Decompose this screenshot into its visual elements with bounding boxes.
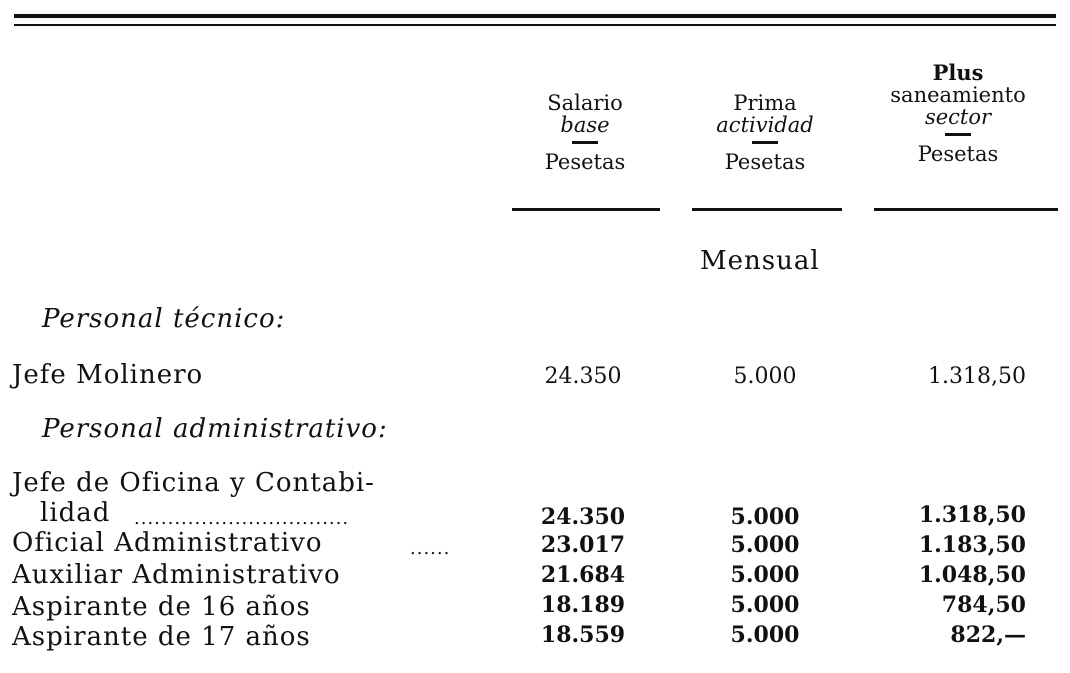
header-dash (945, 133, 971, 136)
header-underline-plus (874, 208, 1058, 211)
cell-salario: 18.559 (540, 622, 626, 648)
cell-plus: 1.318,50 (928, 364, 1026, 389)
header-underline-prima (692, 208, 842, 211)
column-header-plus: Plus saneamiento sector Pesetas (890, 60, 1026, 166)
section-title-tecnico: Personal técnico: (42, 304, 286, 334)
period-label: Mensual (700, 246, 820, 276)
row-label-aspirante-17: Aspirante de 17 años (12, 622, 311, 652)
row-label-jefe-oficina-line1: Jefe de Oficina y Contabi- (12, 468, 375, 498)
cell-salario: 23.017 (540, 532, 626, 558)
cell-salario: 24.350 (544, 364, 622, 389)
row-label-jefe-oficina-line2: lidad (40, 498, 111, 528)
header-dash (572, 141, 598, 144)
column-header-prima: Prima actividad Pesetas (716, 91, 814, 174)
cell-prima: 5.000 (730, 504, 800, 530)
cell-plus: 784,50 (941, 592, 1026, 618)
cell-prima: 5.000 (733, 364, 797, 389)
top-rule-thin (14, 24, 1056, 26)
cell-salario: 24.350 (540, 504, 626, 530)
header-underline-salario (512, 208, 660, 211)
cell-prima: 5.000 (730, 622, 800, 648)
cell-prima: 5.000 (730, 592, 800, 618)
cell-plus: 1.183,50 (918, 532, 1026, 558)
row-label-oficial: Oficial Administrativo (12, 528, 323, 558)
cell-salario: 21.684 (540, 562, 626, 588)
section-title-administrativo: Personal administrativo: (42, 414, 388, 444)
cell-plus: 1.048,50 (918, 562, 1026, 588)
cell-prima: 5.000 (730, 562, 800, 588)
leader-dots: ................................ (134, 508, 350, 529)
cell-plus: 822,— (950, 622, 1026, 648)
row-label-auxiliar: Auxiliar Administrativo (12, 560, 341, 590)
column-header-salario: Salario base Pesetas (544, 91, 626, 174)
row-label-jefe-molinero: Jefe Molinero (12, 360, 204, 390)
leader-dots: ...... (410, 538, 451, 559)
cell-prima: 5.000 (730, 532, 800, 558)
cell-plus: 1.318,50 (918, 502, 1026, 528)
top-rule-thick (14, 14, 1056, 18)
header-dash (752, 141, 778, 144)
cell-salario: 18.189 (540, 592, 626, 618)
row-label-aspirante-16: Aspirante de 16 años (12, 592, 311, 622)
